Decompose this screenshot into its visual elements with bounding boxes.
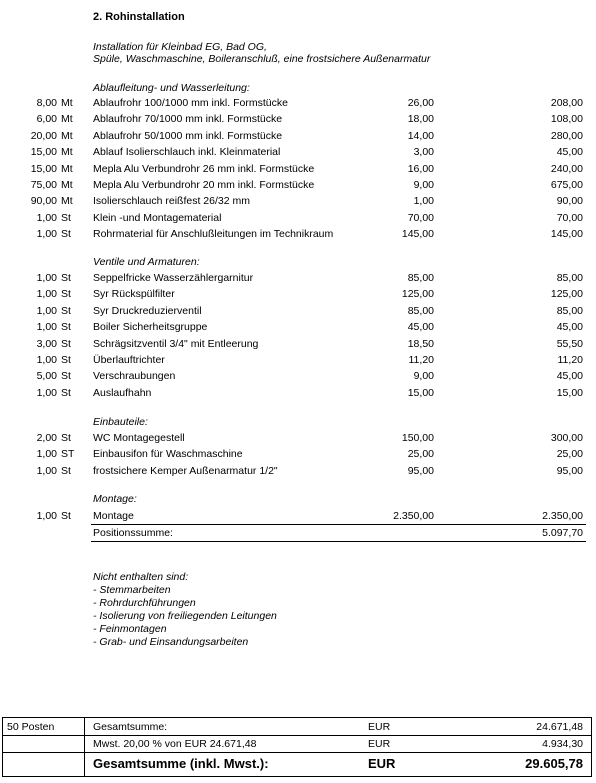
line-item-unit: St <box>61 354 71 366</box>
line-item-total: 85,00 <box>556 304 583 317</box>
line-item-unit: St <box>61 370 71 383</box>
line-item-quantity: 1,00 <box>36 288 57 301</box>
section-title: 2. Rohinstallation <box>93 11 185 23</box>
line-item-description: Rohrmaterial für Anschlußleitungen im Technikraum <box>93 228 334 241</box>
gesamt-value: 24.671,48 <box>536 721 583 733</box>
line-item-unit-price: 11,20 <box>408 354 434 366</box>
line-item-unit-price: 95,00 <box>407 464 434 477</box>
line-item-total: 45,00 <box>556 321 583 334</box>
line-item-unit-price: 150,00 <box>401 432 434 444</box>
group-title: Einbauteile: <box>93 416 148 428</box>
line-item-total: 125,00 <box>550 288 583 301</box>
line-item-total: 280,00 <box>550 129 583 142</box>
line-item-unit-price: 1,00 <box>413 195 434 208</box>
line-item-total: 15,00 <box>556 386 583 399</box>
not-included-item: - Isolierung von freiliegenden Leitungen <box>93 610 277 622</box>
line-item-total: 208,00 <box>550 97 583 109</box>
line-item-unit: St <box>61 211 71 224</box>
line-item-unit-price: 16,00 <box>407 162 434 175</box>
brutto-label: Gesamtsumme (inkl. Mwst.): <box>93 756 269 771</box>
line-item-unit-price: 9,00 <box>413 179 434 191</box>
line-item-row <box>0 370 596 384</box>
line-item-quantity: 1,00 <box>36 354 57 366</box>
line-item-unit: St <box>61 464 71 477</box>
group-title: Ablaufleitung- und Wasserleitung: <box>93 82 250 94</box>
line-item-unit: Mt <box>61 129 73 142</box>
line-item-total: 300,00 <box>550 432 583 444</box>
line-item-unit-price: 18,00 <box>407 113 434 126</box>
line-item-unit-price: 3,00 <box>413 146 434 159</box>
line-item-row <box>0 228 596 242</box>
line-item-description: Klein -und Montagematerial <box>93 211 222 224</box>
line-item-unit: St <box>61 337 71 350</box>
line-item-description: Ablaufrohr 100/1000 mm inkl. Formstücke <box>93 97 288 109</box>
brutto-value: 29.605,78 <box>525 756 583 771</box>
sum-divider <box>91 524 586 525</box>
line-item-quantity: 15,00 <box>30 146 57 159</box>
line-item-row <box>0 305 596 319</box>
line-item-total: 108,00 <box>550 113 583 126</box>
gesamt-currency: EUR <box>368 721 391 733</box>
line-item-unit-price: 26,00 <box>407 97 434 109</box>
line-item-unit: Mt <box>61 179 73 191</box>
line-item-total: 45,00 <box>556 146 583 159</box>
line-item-row <box>0 465 596 479</box>
line-item-description: WC Montagegestell <box>93 432 185 444</box>
line-item-unit-price: 25,00 <box>407 448 434 461</box>
line-item-unit: St <box>61 272 71 284</box>
not-included-item: - Stemmarbeiten <box>93 584 171 596</box>
line-item-total: 55,50 <box>556 337 583 350</box>
line-item-quantity: 15,00 <box>30 162 57 175</box>
line-item-description: Mepla Alu Verbundrohr 20 mm inkl. Formstücke <box>93 179 315 191</box>
line-item-quantity: 6,00 <box>36 113 57 126</box>
line-item-total: 95,00 <box>556 464 583 477</box>
line-item-row <box>0 212 596 226</box>
line-item-quantity: 1,00 <box>36 464 57 477</box>
mwst-label: Mwst. 20,00 % von EUR 24.671,48 <box>93 738 257 750</box>
sum-underline <box>91 541 586 542</box>
line-item-row <box>0 195 596 209</box>
line-item-quantity: 1,00 <box>36 228 57 241</box>
mwst-value: 4.934,30 <box>542 738 583 750</box>
line-item-unit: St <box>61 304 71 317</box>
line-item-quantity: 3,00 <box>36 337 57 350</box>
line-item-quantity: 8,00 <box>36 97 57 109</box>
line-item-unit-price: 15,00 <box>407 386 434 399</box>
line-item-description: Ablaufrohr 50/1000 mm inkl. Formstücke <box>93 129 283 142</box>
summary-mid-border-2 <box>2 752 592 753</box>
line-item-row <box>0 163 596 177</box>
line-item-total: 675,00 <box>550 179 583 191</box>
line-item-total: 45,00 <box>556 370 583 383</box>
line-item-description: frostsichere Kemper Außenarmatur 1/2" <box>93 464 278 477</box>
line-item-unit-price: 125,00 <box>401 288 434 301</box>
line-item-total: 2.350,00 <box>542 510 583 522</box>
line-item-quantity: 90,00 <box>30 195 57 208</box>
line-item-row <box>0 272 596 286</box>
line-item-description: Isolierschlauch reißfest 26/32 mm <box>93 195 250 208</box>
not-included-item: - Grab- und Einsandungsarbeiten <box>93 636 249 648</box>
line-item-unit-price: 14,00 <box>407 129 434 142</box>
not-included-title: Nicht enthalten sind: <box>93 571 189 583</box>
line-item-quantity: 1,00 <box>36 272 57 284</box>
line-item-quantity: 1,00 <box>36 386 57 399</box>
summary-left-border <box>2 717 3 776</box>
line-item-unit: Mt <box>61 195 73 208</box>
line-item-row <box>0 432 596 446</box>
not-included-item: - Feinmontagen <box>93 623 167 635</box>
line-item-row <box>0 510 596 524</box>
brutto-currency: EUR <box>368 756 396 771</box>
line-item-unit-price: 85,00 <box>407 272 434 284</box>
line-item-row <box>0 146 596 160</box>
line-item-description: Syr Druckreduzierventil <box>93 304 202 317</box>
line-item-total: 145,00 <box>550 228 583 241</box>
line-item-description: Mepla Alu Verbundrohr 26 mm inkl. Formstücke <box>93 162 315 175</box>
line-item-total: 11,20 <box>557 354 583 366</box>
line-item-description: Verschraubungen <box>93 370 176 383</box>
line-item-unit: Mt <box>61 162 73 175</box>
line-item-quantity: 1,00 <box>36 510 57 522</box>
group-title: Ventile und Armaturen: <box>93 256 200 268</box>
line-item-description: Montage <box>93 510 134 522</box>
line-item-row <box>0 321 596 335</box>
position-sum-value: 5.097,70 <box>542 527 583 539</box>
line-item-row <box>0 448 596 462</box>
line-item-unit-price: 145,00 <box>401 228 434 241</box>
gesamt-label: Gesamtsumme: <box>93 721 168 733</box>
line-item-quantity: 1,00 <box>36 321 57 334</box>
summary-col-divider <box>84 717 85 776</box>
line-item-description: Einbausifon für Waschmaschine <box>93 448 243 461</box>
line-item-total: 70,00 <box>556 211 583 224</box>
line-item-row <box>0 113 596 127</box>
line-item-total: 85,00 <box>556 272 583 284</box>
line-item-quantity: 75,00 <box>30 179 57 191</box>
line-item-description: Überlauftrichter <box>93 354 165 366</box>
line-item-description: Syr Rückspülfilter <box>93 288 175 301</box>
line-item-unit-price: 2.350,00 <box>393 510 434 522</box>
line-item-row <box>0 387 596 401</box>
line-item-row <box>0 288 596 302</box>
line-item-row <box>0 179 596 193</box>
line-item-unit-price: 85,00 <box>407 304 434 317</box>
mwst-currency: EUR <box>368 738 391 750</box>
line-item-quantity: 2,00 <box>36 432 57 444</box>
line-item-unit-price: 70,00 <box>407 211 434 224</box>
line-item-unit: ST <box>61 448 75 461</box>
summary-right-border <box>591 717 592 776</box>
not-included-item: - Rohrdurchführungen <box>93 597 196 609</box>
line-item-total: 240,00 <box>550 162 583 175</box>
line-item-description: Schrägsitzventil 3/4" mit Entleerung <box>93 337 259 350</box>
line-item-unit: St <box>61 288 71 301</box>
line-item-description: Seppelfricke Wasserzählergarnitur <box>93 272 254 284</box>
summary-top-border <box>2 717 592 718</box>
line-item-unit: St <box>61 228 71 241</box>
line-item-total: 90,00 <box>556 195 583 208</box>
line-item-row <box>0 338 596 352</box>
line-item-quantity: 5,00 <box>36 370 57 383</box>
line-item-quantity: 1,00 <box>36 211 57 224</box>
line-item-total: 25,00 <box>556 448 583 461</box>
line-item-unit: Mt <box>61 97 73 109</box>
line-item-unit: St <box>61 321 71 334</box>
summary-mid-border <box>2 735 592 736</box>
line-item-description: Ablauf Isolierschlauch inkl. Kleinmaterial <box>93 146 281 159</box>
line-item-description: Boiler Sicherheitsgruppe <box>93 321 208 334</box>
line-item-unit: St <box>61 386 71 399</box>
line-item-unit: Mt <box>61 113 73 126</box>
line-item-unit-price: 45,00 <box>407 321 434 334</box>
line-item-description: Auslaufhahn <box>93 386 152 399</box>
intro-line-2: Spüle, Waschmaschine, Boileranschluß, eine frostsichere Außenarmatur <box>93 53 431 65</box>
line-item-unit: Mt <box>61 146 73 159</box>
line-item-quantity: 1,00 <box>36 304 57 317</box>
posten-count: 50 Posten <box>7 721 55 733</box>
line-item-unit: St <box>61 432 71 444</box>
group-title: Montage: <box>93 493 137 505</box>
line-item-row <box>0 97 596 111</box>
position-sum-label: Positionssumme: <box>93 527 173 539</box>
summary-bottom-border <box>2 776 592 777</box>
line-item-row <box>0 354 596 368</box>
line-item-description: Ablaufrohr 70/1000 mm inkl. Formstücke <box>93 113 283 126</box>
line-item-unit-price: 9,00 <box>413 370 434 383</box>
line-item-quantity: 1,00 <box>36 448 57 461</box>
intro-line-1: Installation für Kleinbad EG, Bad OG, <box>93 41 267 53</box>
line-item-quantity: 20,00 <box>30 129 57 142</box>
line-item-unit-price: 18,50 <box>407 337 434 350</box>
line-item-row <box>0 130 596 144</box>
line-item-unit: St <box>61 510 71 522</box>
